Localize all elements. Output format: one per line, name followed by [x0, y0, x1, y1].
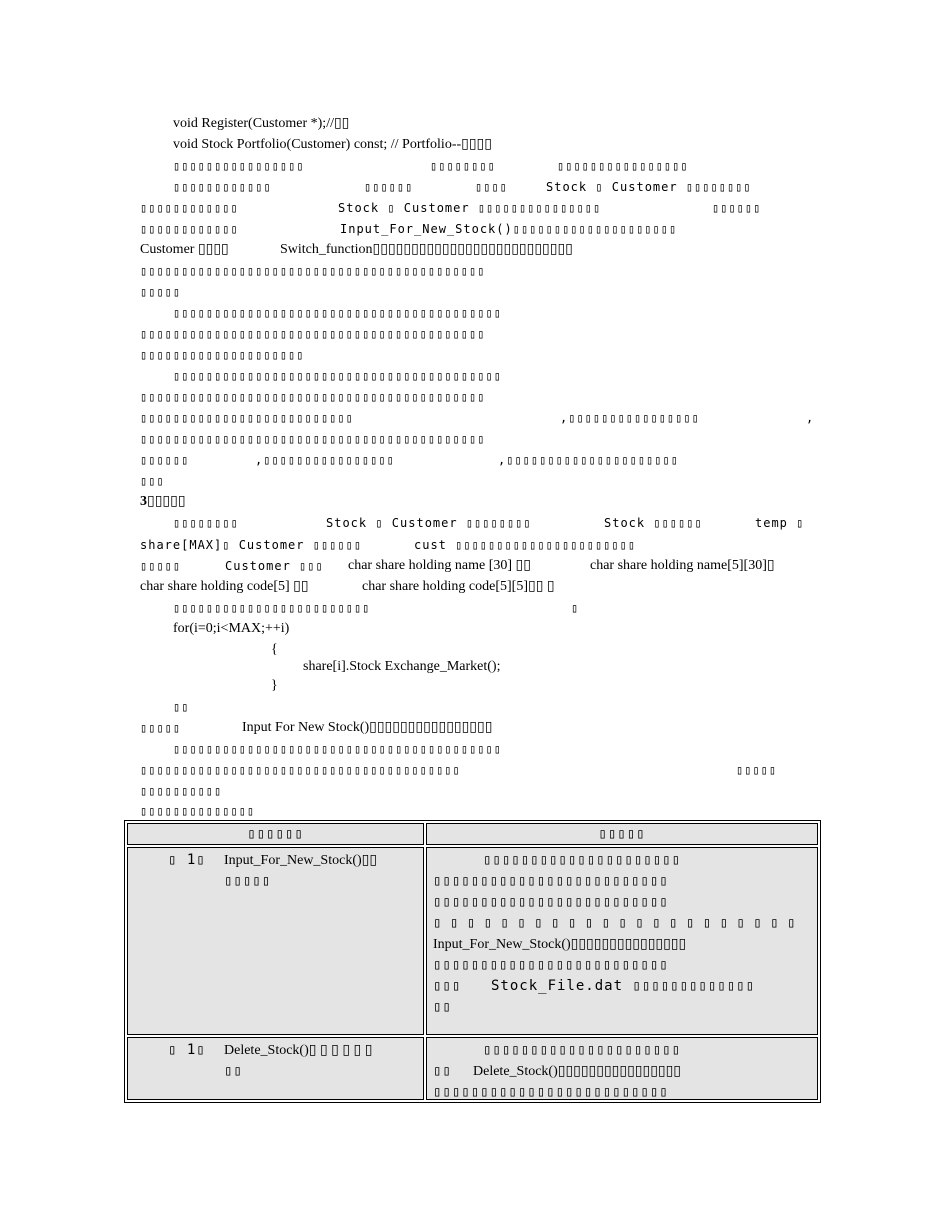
text-segment: Stock ▯▯▯▯▯▯ [604, 516, 703, 530]
description-line: ▯▯▯▯▯▯▯▯▯▯▯▯▯▯▯▯▯▯▯▯▯ [483, 852, 682, 868]
text-segment: ▯ [571, 601, 580, 615]
description-line: Delete_Stock()▯▯▯▯▯▯▯▯▯▯▯▯▯▯▯▯ [473, 1064, 682, 1079]
text-segment: ▯▯▯▯▯▯▯▯▯▯▯▯▯▯▯▯ [557, 159, 689, 173]
table-cell [127, 847, 424, 1035]
text-segment: ,▯▯▯▯▯▯▯▯▯▯▯▯▯▯▯▯ [255, 453, 395, 467]
description-line: ▯▯▯▯▯▯▯▯▯▯▯▯▯▯▯▯▯▯▯▯▯▯▯▯▯ [433, 957, 669, 973]
text-line: ▯▯▯▯▯▯▯▯▯▯▯▯▯▯▯▯▯▯▯▯▯▯▯▯▯▯▯▯▯▯▯▯▯▯▯▯▯▯▯▯ [173, 306, 502, 320]
text-line: ▯▯▯▯▯ [140, 285, 182, 299]
description-line: Stock_File.dat ▯▯▯▯▯▯▯▯▯▯▯▯▯ [491, 978, 756, 994]
description-line: Input_For_New_Stock()▯▯▯▯▯▯▯▯▯▯▯▯▯▯▯ [433, 937, 687, 952]
text-line [140, 240, 840, 260]
function-name: ▯▯▯▯▯ [224, 873, 272, 889]
text-segment: char share holding name [30] ▯▯ [348, 558, 531, 573]
table-cell [426, 1037, 818, 1100]
text-line: ▯▯▯▯▯▯▯▯▯▯▯▯▯▯▯▯▯▯▯▯▯▯▯▯▯▯▯▯▯▯▯▯▯▯▯▯▯▯▯▯▯▯ [140, 327, 486, 341]
description-line: ▯▯▯ [433, 978, 462, 994]
section-heading: 3▯▯▯▯▯ [140, 494, 186, 509]
description-line: ▯▯ [433, 999, 452, 1015]
text-segment: , [806, 411, 815, 425]
text-segment: ▯▯▯▯▯▯▯▯▯▯▯▯▯▯▯▯ [173, 159, 305, 173]
table-header-row [127, 823, 818, 845]
text-segment: Customer ▯▯▯ [225, 559, 324, 573]
text-line: ▯▯▯▯▯▯▯▯▯▯▯▯▯▯▯▯▯▯▯▯▯▯▯▯▯▯▯▯▯▯▯▯▯▯▯▯▯▯▯▯▯▯ [140, 264, 486, 278]
code-line: share[i].Stock Exchange_Market(); [303, 659, 501, 674]
text-segment: ▯▯▯▯▯▯▯▯▯▯▯▯ [140, 201, 239, 215]
text-segment: ▯▯▯▯▯▯▯▯▯▯▯▯ [140, 222, 239, 236]
text-line [140, 718, 560, 738]
text-line: ▯▯▯▯▯▯▯▯▯▯▯▯▯▯▯▯▯▯▯▯ [140, 348, 305, 362]
text-line [140, 556, 820, 576]
description-line: ▯▯▯▯▯▯▯▯▯▯▯▯▯▯▯▯▯▯▯▯▯ [483, 1042, 682, 1058]
text-segment: ▯▯▯▯▯ [736, 763, 778, 777]
text-segment: ▯▯▯▯▯ [140, 559, 182, 573]
text-segment: Stock ▯ Customer ▯▯▯▯▯▯▯▯ [326, 516, 532, 530]
function-name: Input_For_New_Stock()▯▯ [224, 853, 378, 868]
text-segment: Stock ▯ Customer ▯▯▯▯▯▯▯▯ [546, 180, 752, 194]
text-segment: ▯▯▯▯▯▯ [364, 180, 414, 194]
table-cell [127, 1037, 424, 1100]
text-line [140, 535, 820, 555]
text-line [173, 598, 593, 618]
text-line [140, 219, 840, 239]
row-number: ▯ 1▯ [168, 1042, 206, 1058]
text-line [140, 198, 840, 218]
description-line: ▯▯ [433, 1063, 452, 1079]
text-line: ▯▯▯▯▯▯▯▯▯▯▯▯▯▯▯▯▯▯▯▯▯▯▯▯▯▯▯▯▯▯▯▯▯▯▯▯▯▯▯▯▯▯ [140, 390, 486, 404]
description-line: ▯▯▯▯▯▯▯▯▯▯▯▯▯▯▯▯▯▯▯▯▯▯▯▯▯ [433, 1084, 669, 1100]
table-row [127, 1037, 818, 1100]
text-segment: ▯▯▯▯▯▯▯▯▯▯▯▯ [173, 180, 272, 194]
text-segment: Customer ▯▯▯▯ [140, 242, 229, 257]
text-line: void Stock Portfolio(Customer) const; // Portfolio--▯▯▯▯ [173, 137, 492, 152]
text-line: void Register(Customer *);//▯▯ [173, 116, 350, 131]
text-line: ▯▯ [173, 700, 190, 714]
description-line: ▯▯▯▯▯▯▯▯▯▯▯▯▯▯▯▯▯▯▯▯▯▯▯▯▯ [433, 894, 669, 910]
row-number: ▯ 1▯ [168, 852, 206, 868]
text-segment: share[MAX]▯ Customer ▯▯▯▯▯▯ [140, 538, 363, 552]
text-line: ▯▯▯▯▯▯▯▯▯▯▯▯▯▯ [140, 804, 256, 818]
code-line: { [271, 642, 278, 657]
text-line: ▯▯▯▯▯▯▯▯▯▯▯▯▯▯▯▯▯▯▯▯▯▯▯▯▯▯▯▯▯▯▯▯▯▯▯▯▯▯▯▯ [173, 742, 502, 756]
text-line [140, 408, 820, 428]
text-line [173, 513, 813, 533]
text-segment: Input For New Stock()▯▯▯▯▯▯▯▯▯▯▯▯▯▯▯▯ [242, 720, 493, 735]
text-segment: ▯▯▯▯ [475, 180, 508, 194]
function-name: ▯▯ [224, 1063, 243, 1079]
text-segment: cust ▯▯▯▯▯▯▯▯▯▯▯▯▯▯▯▯▯▯▯▯▯▯ [414, 538, 637, 552]
text-segment: ▯▯▯▯▯▯ [712, 201, 762, 215]
text-line [140, 450, 820, 470]
text-segment: ,▯▯▯▯▯▯▯▯▯▯▯▯▯▯▯▯▯▯▯▯▯ [498, 453, 679, 467]
description-line: ▯ ▯ ▯ ▯ ▯ ▯ ▯ ▯ ▯ ▯ ▯ ▯ ▯ ▯ ▯ ▯ ▯ ▯ ▯ ▯ ▯ ▯ [433, 915, 796, 931]
table-cell [426, 847, 818, 1035]
text-segment: ▯▯▯▯▯▯▯▯ [173, 516, 239, 530]
table-header-cell: ▯▯▯▯▯ [426, 823, 818, 845]
text-segment: Stock ▯ Customer ▯▯▯▯▯▯▯▯▯▯▯▯▯▯▯ [338, 201, 602, 215]
text-segment: Input_For_New_Stock()▯▯▯▯▯▯▯▯▯▯▯▯▯▯▯▯▯▯▯▯ [340, 222, 678, 236]
code-line: } [271, 678, 278, 693]
function-name: Delete_Stock()▯ ▯ ▯ ▯ ▯ ▯ [224, 1043, 373, 1058]
text-line: ▯▯▯ [140, 474, 165, 488]
text-segment: ▯▯▯▯▯▯▯▯▯▯▯▯▯▯▯▯▯▯▯▯▯▯▯▯▯▯▯▯▯▯▯▯▯▯▯▯▯▯▯ [140, 763, 461, 777]
text-segment: temp ▯ [755, 516, 805, 530]
text-segment: char share holding code[5] ▯▯ [140, 579, 309, 594]
text-segment: ▯▯▯▯▯▯▯▯▯▯▯▯▯▯▯▯▯▯▯▯▯▯▯▯ [173, 601, 371, 615]
text-line: ▯▯▯▯▯▯▯▯▯▯ [140, 784, 223, 798]
table-row [127, 847, 818, 1035]
text-segment: Switch_function▯▯▯▯▯▯▯▯▯▯▯▯▯▯▯▯▯▯▯▯▯▯▯▯▯▯ [280, 242, 573, 257]
text-segment: ▯▯▯▯▯▯▯▯▯▯▯▯▯▯▯▯▯▯▯▯▯▯▯▯▯▯ [140, 411, 354, 425]
text-segment: ▯▯▯▯▯▯▯▯ [430, 159, 496, 173]
table-header-cell: ▯▯▯▯▯▯ [127, 823, 424, 845]
text-segment: char share holding code[5][5]▯▯ ▯ [362, 579, 555, 594]
text-line [140, 760, 820, 780]
text-line [140, 577, 820, 597]
text-segment: char share holding name[5][30]▯ [590, 558, 775, 573]
text-segment: ,▯▯▯▯▯▯▯▯▯▯▯▯▯▯▯▯ [560, 411, 700, 425]
description-line: ▯▯▯▯▯▯▯▯▯▯▯▯▯▯▯▯▯▯▯▯▯▯▯▯▯ [433, 873, 669, 889]
text-line: ▯▯▯▯▯▯▯▯▯▯▯▯▯▯▯▯▯▯▯▯▯▯▯▯▯▯▯▯▯▯▯▯▯▯▯▯▯▯▯▯▯▯ [140, 432, 486, 446]
text-line [173, 177, 873, 197]
text-line: ▯▯▯▯▯▯▯▯▯▯▯▯▯▯▯▯▯▯▯▯▯▯▯▯▯▯▯▯▯▯▯▯▯▯▯▯▯▯▯▯ [173, 369, 502, 383]
text-line [173, 156, 873, 176]
function-table [124, 820, 821, 1103]
code-line: for(i=0;i<MAX;++i) [173, 621, 290, 636]
text-segment: ▯▯▯▯▯ [140, 721, 182, 735]
text-segment: ▯▯▯▯▯▯ [140, 453, 190, 467]
